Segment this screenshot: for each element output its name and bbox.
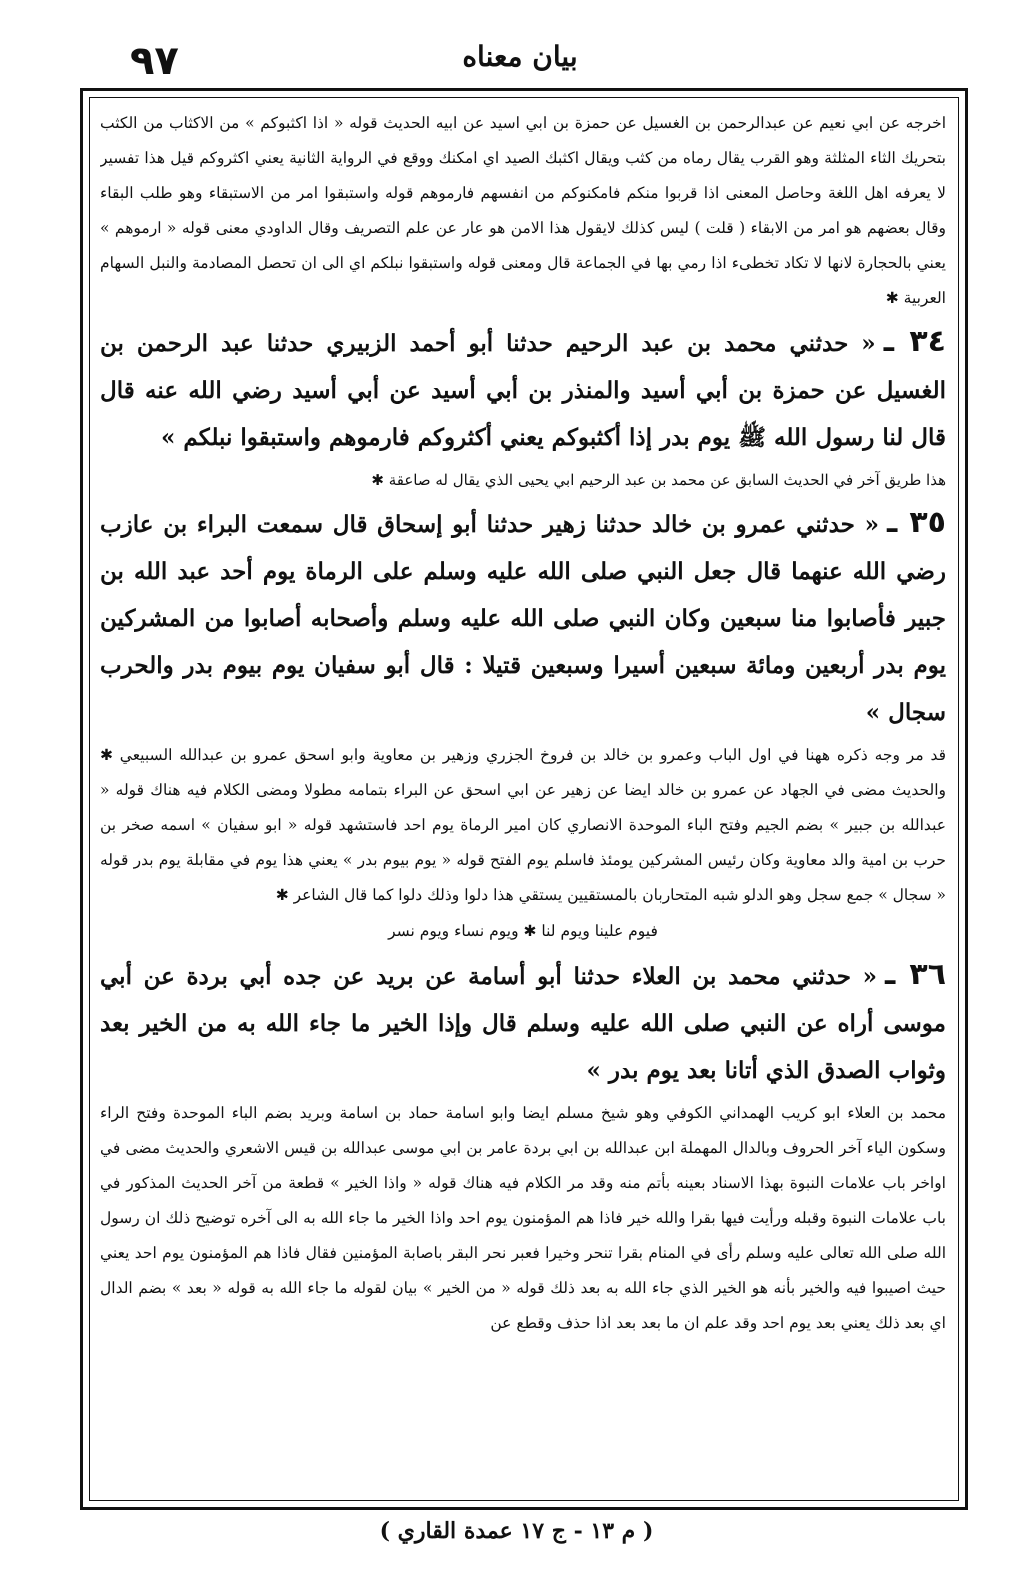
commentary-paragraph: محمد بن العلاء ابو كريب الهمداني الكوفي وهو شيخ مسلم ايضا وابو اسامة حماد بن اسامة وبريد بضم الباء الموحدة وفتح الراء وسكون الياء آخر الحروف وبالدال المهملة ابن عبدالله بن ابي بردة عامر بن ابي موسى عبدالله بن قيس الاشعري والحديث مضى في اواخر باب علامات النبوة بهذا الاسناد بعينه بأتم منه وقد مر الكلام فيه هناك قوله « واذا الخير » قطعة من آخر الحديث المذكور في باب علامات النبوة وقبله ورأيت فيها بقرا والله خير فاذا هم المؤمنون يوم احد واذا الخير ما جاء الله به الى آخره توضيح ذلك ان رسول الله صلى الله تعالى عليه وسلم رأى في المنام بقرا تنحر وخيرا فعبر نحر البقر باصابة المؤمنين فقال فاذا هم المؤمنون يوم احد يعني حيث اصيبوا فيه والخير بأنه هو الخير الذي جاء الله به بعد ذلك قوله « من الخير » بيان لقوله ما جاء الله به قوله « بعد » بضم الدال اي بعد ذلك يعني بعد يوم احد وقد علم ان ما بعد بعد اذا حذف وقطع عن (100, 1104, 946, 1332)
commentary-paragraph: اخرجه عن ابي نعيم عن عبدالرحمن بن الغسيل عن حمزة بن ابي اسيد عن ابيه الحديث قوله « اذا اكثبوكم » من الاكثاب من الكثب بتحريك الثاء المثلثة وهو القرب يقال رماه من كثب ويقال اكثبك الصيد اي امكنك ووقع في الرواية الثانية يعني اكثروكم قيل هذا تفسير لا يعرفه اهل اللغة وحاصل المعنى اذا قربوا منكم فامكنوكم من انفسهم فارموهم قوله واستبقوا امر من الاستبقاء وهو طلب البقاء وقال بعضهم هو امر من الابقاء ( قلت ) ليس كذلك لايقول هذا الامن هو عار عن علم التصريف وقال الداودي معنى قوله « ارموهم » يعني بالحجارة لانها لا تكاد تخطىء اذا رمي بها في الجماعة قال ومعنى قوله واستبقوا نبلكم اي الى ان تحصل المصادمة والنبل السهام العربية ✱ (100, 114, 946, 307)
hadith-number: ٣٦ ـ (885, 957, 946, 992)
commentary-paragraph: قد مر وجه ذكره ههنا في اول الباب وعمرو بن خالد بن فروخ الجزري وزهير بن معاوية وابو اسحق عمرو بن عبدالله السبيعي ✱ والحديث مضى في الجهاد عن عمرو بن خالد ايضا عن زهير عن ابي اسحق عن البراء بتمامه مطولا ومضى الكلام فيه هناك قوله « عبدالله بن جبير » بضم الجيم وفتح الباء الموحدة الانصاري كان امير الرماة يوم احد فاستشهد قوله « ابو سفيان » اسمه صخر بن حرب بن امية والد معاوية وكان رئيس المشركين يومئذ فاسلم يوم الفتح قوله « يوم بيوم بدر » يعني هذا يوم في مقابلة يوم بدر قوله « سجال » جمع سجل وهو الدلو شبه المتحاربان بالمستقيين يستقي هذا دلوا وذلك دلوا كما قال الشاعر ✱ (100, 746, 946, 904)
hadith-text: « حدثني عمرو بن خالد حدثنا زهير حدثنا أبو إسحاق قال سمعت البراء بن عازب رضي الله عنهما قال جعل النبي صلى الله عليه وسلم على الرماة يوم أحد عبد الله بن جبير فأصابوا منا سبعين وكان النبي صلى الله عليه وسلم وأصحابه أصابوا من المشركين يوم بدر أربعين ومائة سبعين أسيرا وسبعين قتيلا : قال أبو سفيان يوم بيوم بدر والحرب سجال » (100, 511, 946, 726)
running-title: بيان معناه (462, 40, 578, 73)
signature-mark: ( م ١٣ - ج ١٧ عمدة القاري ) (379, 1518, 654, 1544)
page-number: ٩٧ (130, 38, 179, 84)
page-header (0, 30, 1033, 92)
hadith-text: « حدثني محمد بن العلاء حدثنا أبو أسامة عن بريد عن جده أبي بردة عن أبي موسى أراه عن النبي صلى الله عليه وسلم قال وإذا الخير ما جاء الله به من الخير بعد وثواب الصدق الذي أتانا بعد يوم بدر » (100, 963, 946, 1084)
page-content (100, 106, 946, 1496)
hadith-number: ٣٥ ـ (886, 505, 946, 540)
hadith-note: هذا طريق آخر في الحديث السابق عن محمد بن عبد الرحيم ابي يحيى الذي يقال له صاعقة ✱ (371, 471, 946, 489)
hadith-number: ٣٤ ـ (883, 324, 946, 359)
poetry-verse: فيوم علينا ويوم لنا ✱ ويوم نساء ويوم نسر (388, 922, 658, 940)
hadith-36 (100, 951, 946, 1094)
hadith-text: « حدثني محمد بن عبد الرحيم حدثنا أبو أحمد الزبيري حدثنا عبد الرحمن بن الغسيل عن حمزة بن أبي أسيد والمنذر بن أبي أسيد عن أبي أسيد رضي الله عنه قال قال لنا رسول الله ﷺ يوم بدر إذا أكثبوكم يعني أكثروكم فارموهم واستبقوا نبلكم » (100, 330, 946, 451)
hadith-35 (100, 499, 946, 736)
hadith-34 (100, 318, 946, 461)
